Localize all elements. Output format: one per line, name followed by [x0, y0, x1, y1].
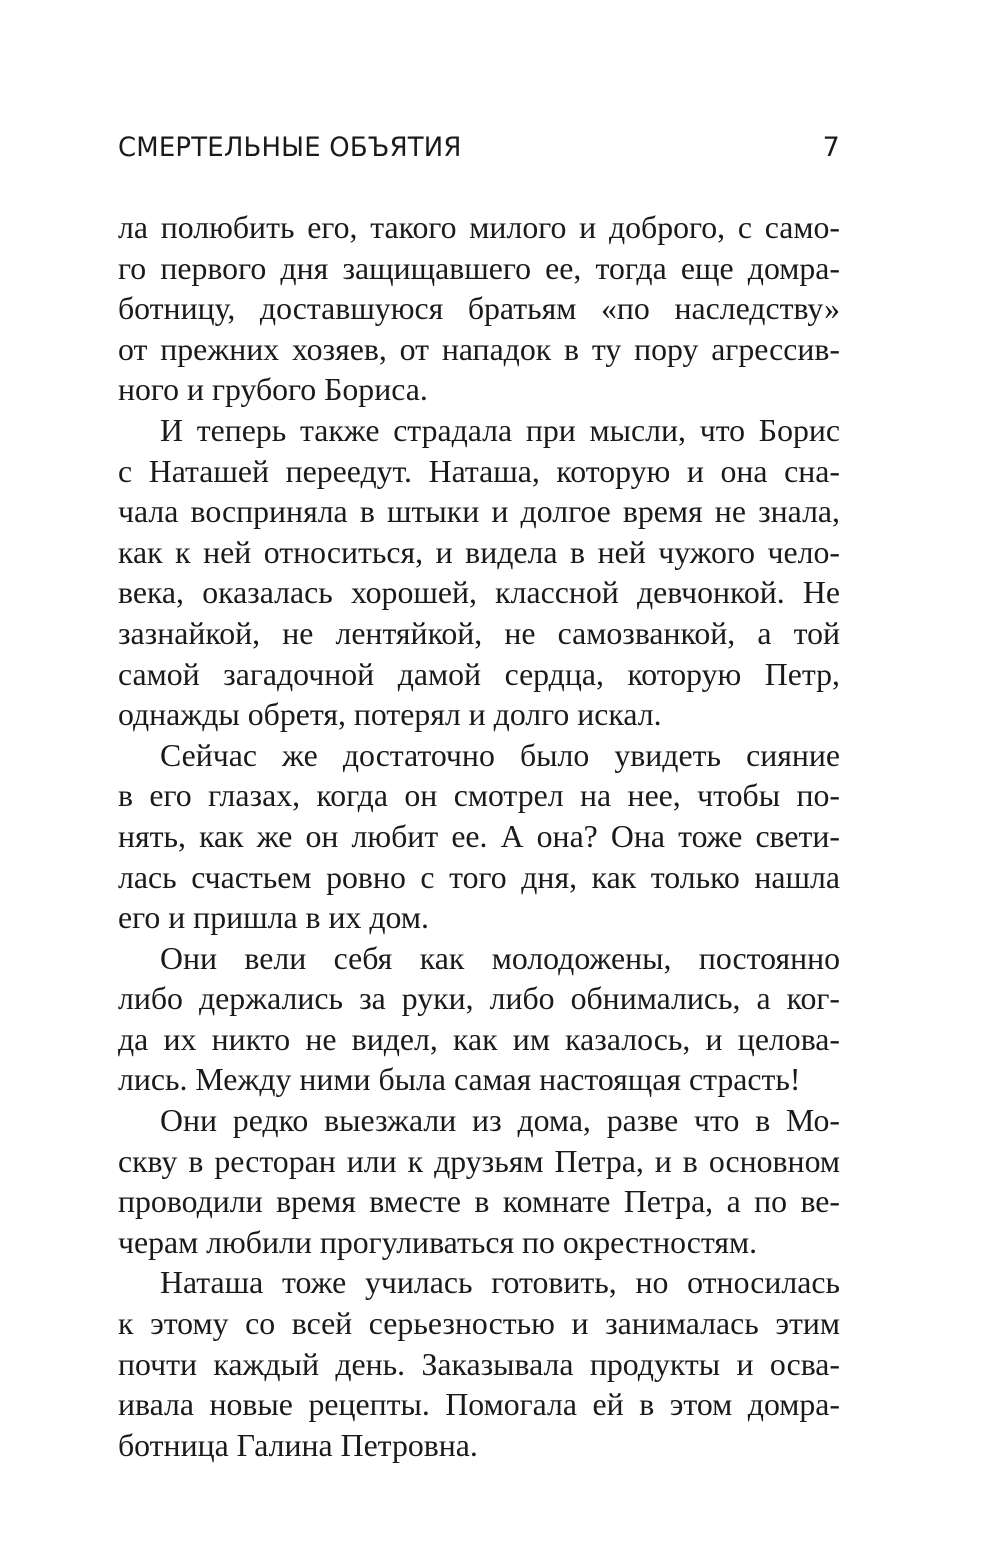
text-line: в его глазах, когда он смотрел на нее, чтобы по- — [118, 778, 840, 814]
text-line: лись. Между ними была самая настоящая страсть! — [118, 1062, 801, 1098]
text-line: нять, как же он любит ее. А она? Она тоже свети- — [118, 818, 840, 854]
text-line: к этому со всей серьезностью и занималась этим — [118, 1306, 840, 1342]
text-line: с Наташей переедут. Наташа, которую и она сна- — [118, 453, 840, 489]
paragraph-4 — [118, 939, 840, 1101]
text-line: Сейчас же достаточно было увидеть сияние — [160, 737, 840, 773]
text-line: века, оказалась хорошей, классной девчонкой. Не — [118, 575, 840, 611]
running-header — [118, 132, 840, 176]
text-line: лась счастьем ровно с того дня, как только нашла — [118, 859, 840, 895]
paragraph-6 — [118, 1263, 840, 1466]
paragraph-5 — [118, 1101, 840, 1263]
text-line: проводили время вместе в комнате Петра, а по ве- — [118, 1184, 840, 1220]
text-line: Они вели себя как молодожены, постоянно — [160, 940, 840, 976]
text-line: как к ней относиться, и видела в ней чужого чело- — [118, 534, 840, 570]
text-line: И теперь также страдала при мысли, что Борис — [160, 412, 840, 448]
paragraph-2 — [118, 411, 840, 736]
text-line: ла полюбить его, такого милого и доброго, с само- — [118, 210, 840, 245]
paragraph-1 — [118, 208, 840, 411]
text-line: от прежних хозяев, от нападок в ту пору агрессив- — [118, 331, 840, 367]
text-line: скву в ресторан или к друзьям Петра, и в основном — [118, 1143, 840, 1179]
text-line: Наташа тоже училась готовить, но относилась — [160, 1265, 840, 1301]
text-line: черам любили прогуливаться по окрестностям. — [118, 1224, 758, 1260]
text-line: однажды обретя, потерял и долго искал. — [118, 697, 662, 733]
paragraph-3 — [118, 736, 840, 939]
text-line: ного и грубого Бориса. — [118, 372, 428, 408]
page-number: 7 — [822, 132, 840, 163]
text-line: либо держались за руки, либо обнимались, а ког- — [118, 981, 840, 1017]
text-line: почти каждый день. Заказывала продукты и осва- — [118, 1346, 840, 1382]
text-line: да их никто не видел, как им казалось, и целова- — [118, 1021, 840, 1057]
text-line: ботницу, доставшуюся братьям «по наследству» — [118, 291, 840, 327]
book-title: СМЕРТЕЛЬНЫЕ ОБЪЯТИЯ — [118, 132, 462, 163]
text-line: ботница Галина Петровна. — [118, 1427, 478, 1463]
text-line: чала восприняла в штыки и долгое время не знала, — [118, 494, 840, 530]
text-line: его и пришла в их дом. — [118, 900, 429, 936]
text-line: самой загадочной дамой сердца, которую Петр, — [118, 656, 840, 692]
text-line: ивала новые рецепты. Помогала ей в этом домра- — [118, 1387, 840, 1423]
body-text — [118, 208, 840, 1466]
text-line: зазнайкой, не лентяйкой, не самозванкой, а той — [118, 615, 840, 651]
text-line: Они редко выезжали из дома, разве что в Мо- — [160, 1103, 840, 1139]
text-line: го первого дня защищавшего ее, тогда еще домра- — [118, 250, 840, 286]
